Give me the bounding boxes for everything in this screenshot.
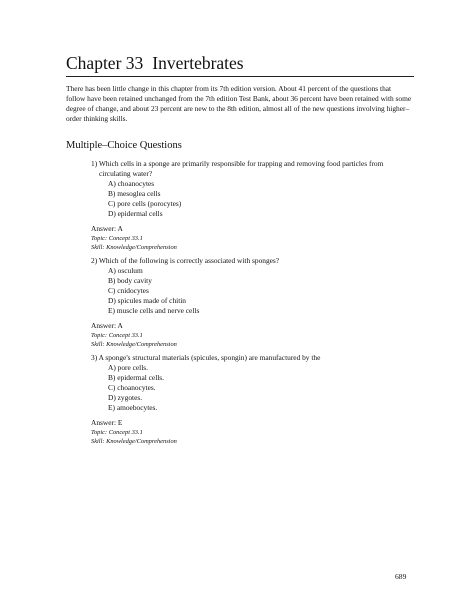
chapter-title [66, 52, 414, 77]
answer: Answer: E [91, 418, 123, 427]
chapter-name: Invertebrates [152, 53, 244, 73]
option: E) amoebocytes. [108, 403, 158, 412]
question-number: 2) [91, 256, 98, 265]
intro-paragraph: There has been little change in this chapter from its 7th edition version. About 41 percent of the questions that follow have been retained unchanged from the 7th edition Test Bank, about 36 percent have been retained with some degree of change, and about 23 percent are new to the 8th edition, almost all of the new questions involving higher–order thinking skills. [66, 84, 412, 123]
option: C) pore cells (porocytes) [108, 199, 182, 208]
topic: Topic: Concept 33.1 [91, 235, 143, 242]
question-number: 3) [91, 353, 98, 362]
skill: Skill: Knowledge/Comprehension [91, 244, 177, 251]
option: A) choanocytes [108, 179, 155, 188]
option-list [91, 266, 411, 316]
answer: Answer: A [91, 321, 123, 330]
question-text: Which cells in a sponge are primarily responsible for trapping and removing food particles from circulating water? [98, 159, 384, 178]
option: B) epidermal cells. [108, 373, 165, 382]
skill: Skill: Knowledge/Comprehension [91, 438, 177, 445]
question-text: A sponge's structural materials (spicules, spongin) are manufactured by the [98, 353, 321, 362]
option: E) muscle cells and nerve cells [108, 306, 200, 315]
question-number: 1) [91, 159, 98, 168]
option: D) zygotes. [108, 393, 143, 402]
option: A) osculum [108, 266, 143, 275]
option: A) pore cells. [108, 363, 149, 372]
question-stem [91, 353, 411, 363]
topic: Topic: Concept 33.1 [91, 332, 143, 339]
question-3 [91, 353, 411, 446]
option: D) spicules made of chitin [108, 296, 186, 305]
option: C) cnidocytes [108, 286, 149, 295]
topic: Topic: Concept 33.1 [91, 429, 143, 436]
option: D) epidermal cells [108, 209, 163, 218]
answer: Answer: A [91, 224, 123, 233]
chapter-number: Chapter 33 [66, 53, 144, 73]
option-list [91, 363, 411, 413]
option: B) body cavity [108, 276, 152, 285]
question-stem [91, 256, 411, 266]
question-2 [91, 256, 411, 349]
question-1 [91, 159, 411, 252]
page-number: 689 [395, 572, 407, 581]
option-list [91, 179, 411, 219]
question-text: Which of the following is correctly associated with sponges? [98, 256, 280, 265]
option: C) choanocytes. [108, 383, 156, 392]
section-heading: Multiple–Choice Questions [66, 140, 182, 151]
option: B) mesoglea cells [108, 189, 161, 198]
skill: Skill: Knowledge/Comprehension [91, 341, 177, 348]
question-stem [91, 159, 411, 179]
